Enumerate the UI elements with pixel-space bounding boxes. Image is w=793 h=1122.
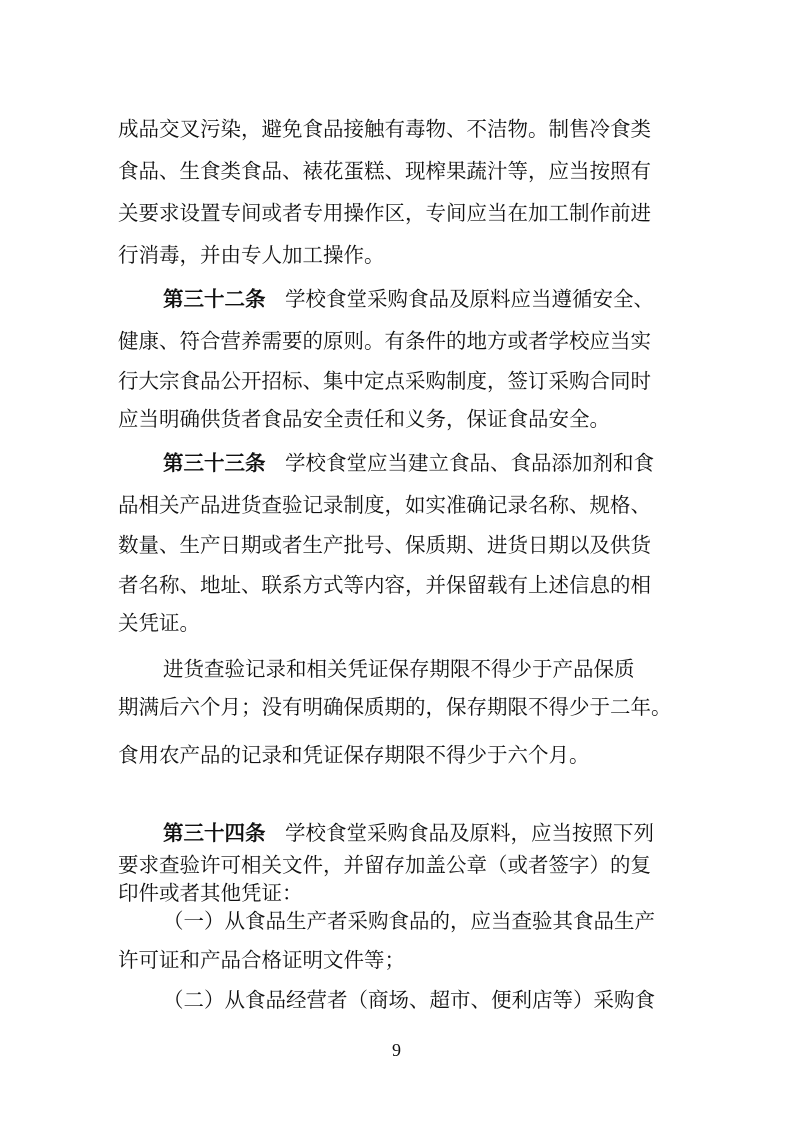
- article-34-first-line: [0, 818, 793, 848]
- line-text: 期满后六个月；没有明确保质期的，保存期限不得少于二年。: [118, 695, 672, 719]
- article-34-heading: 第三十四条: [163, 821, 266, 845]
- line-text: 数量、生产日期或者生产批号、保质期、进货日期以及供货: [118, 533, 651, 557]
- line-text: 要求查验许可相关文件，并留存加盖公章（或者签字）的复: [118, 853, 651, 877]
- article-32-first-line: [0, 284, 793, 314]
- line-text: 学校食堂采购食品及原料应当遵循安全、: [285, 287, 654, 311]
- line-text: 关凭证。: [118, 611, 200, 635]
- text-line: [0, 490, 793, 520]
- text-line: [0, 654, 793, 684]
- line-text: 健康、符合营养需要的原则。有条件的地方或者学校应当实: [118, 329, 651, 353]
- text-line: [0, 240, 793, 270]
- line-text: 食品、生食类食品、裱花蛋糕、现榨果蔬汁等，应当按照有: [118, 159, 651, 183]
- line-text: 成品交叉污染，避免食品接触有毒物、不洁物。制售冷食类: [118, 117, 651, 141]
- line-text: （一）从食品生产者采购食品的，应当查验其食品生产: [163, 909, 655, 933]
- text-line: [0, 570, 793, 600]
- line-text: 应当明确供货者食品安全责任和义务，保证食品安全。: [118, 407, 610, 431]
- line-text: 品相关产品进货查验记录制度，如实准确记录名称、规格、: [118, 493, 651, 517]
- article-33-heading: 第三十三条: [163, 451, 266, 475]
- text-line: [0, 608, 793, 638]
- text-line: [0, 156, 793, 186]
- line-text: 食用农产品的记录和凭证保存期限不得少于六个月。: [118, 743, 590, 767]
- line-text: 进货查验记录和相关凭证保存期限不得少于产品保质: [163, 657, 635, 681]
- line-text: 许可证和产品合格证明文件等；: [118, 948, 405, 972]
- text-line: [0, 740, 793, 770]
- text-line: [0, 906, 793, 936]
- line-text: 印件或者其他凭证：: [118, 881, 303, 905]
- text-line: [0, 945, 793, 975]
- page-number: 9: [392, 1040, 401, 1060]
- text-line: [0, 692, 793, 722]
- line-text: 行大宗食品公开招标、集中定点采购制度，签订采购合同时: [118, 369, 651, 393]
- text-line: [0, 114, 793, 144]
- text-line: [0, 878, 793, 908]
- line-text: 关要求设置专间或者专用操作区，专间应当在加工制作前进: [118, 201, 651, 225]
- text-line: [0, 985, 793, 1015]
- line-text: 者名称、地址、联系方式等内容，并保留载有上述信息的相: [118, 573, 651, 597]
- article-33-first-line: [0, 448, 793, 478]
- text-line: [0, 366, 793, 396]
- text-line: [0, 198, 793, 228]
- article-32-heading: 第三十二条: [163, 287, 266, 311]
- line-text: （二）从食品经营者（商场、超市、便利店等）采购食: [163, 988, 655, 1012]
- line-text: 学校食堂应当建立食品、食品添加剂和食: [285, 451, 654, 475]
- text-line: [0, 850, 793, 880]
- line-text: 行消毒，并由专人加工操作。: [118, 243, 385, 267]
- text-line: [0, 326, 793, 356]
- line-text: 学校食堂采购食品及原料，应当按照下列: [285, 821, 654, 845]
- text-line: [0, 530, 793, 560]
- text-line: [0, 404, 793, 434]
